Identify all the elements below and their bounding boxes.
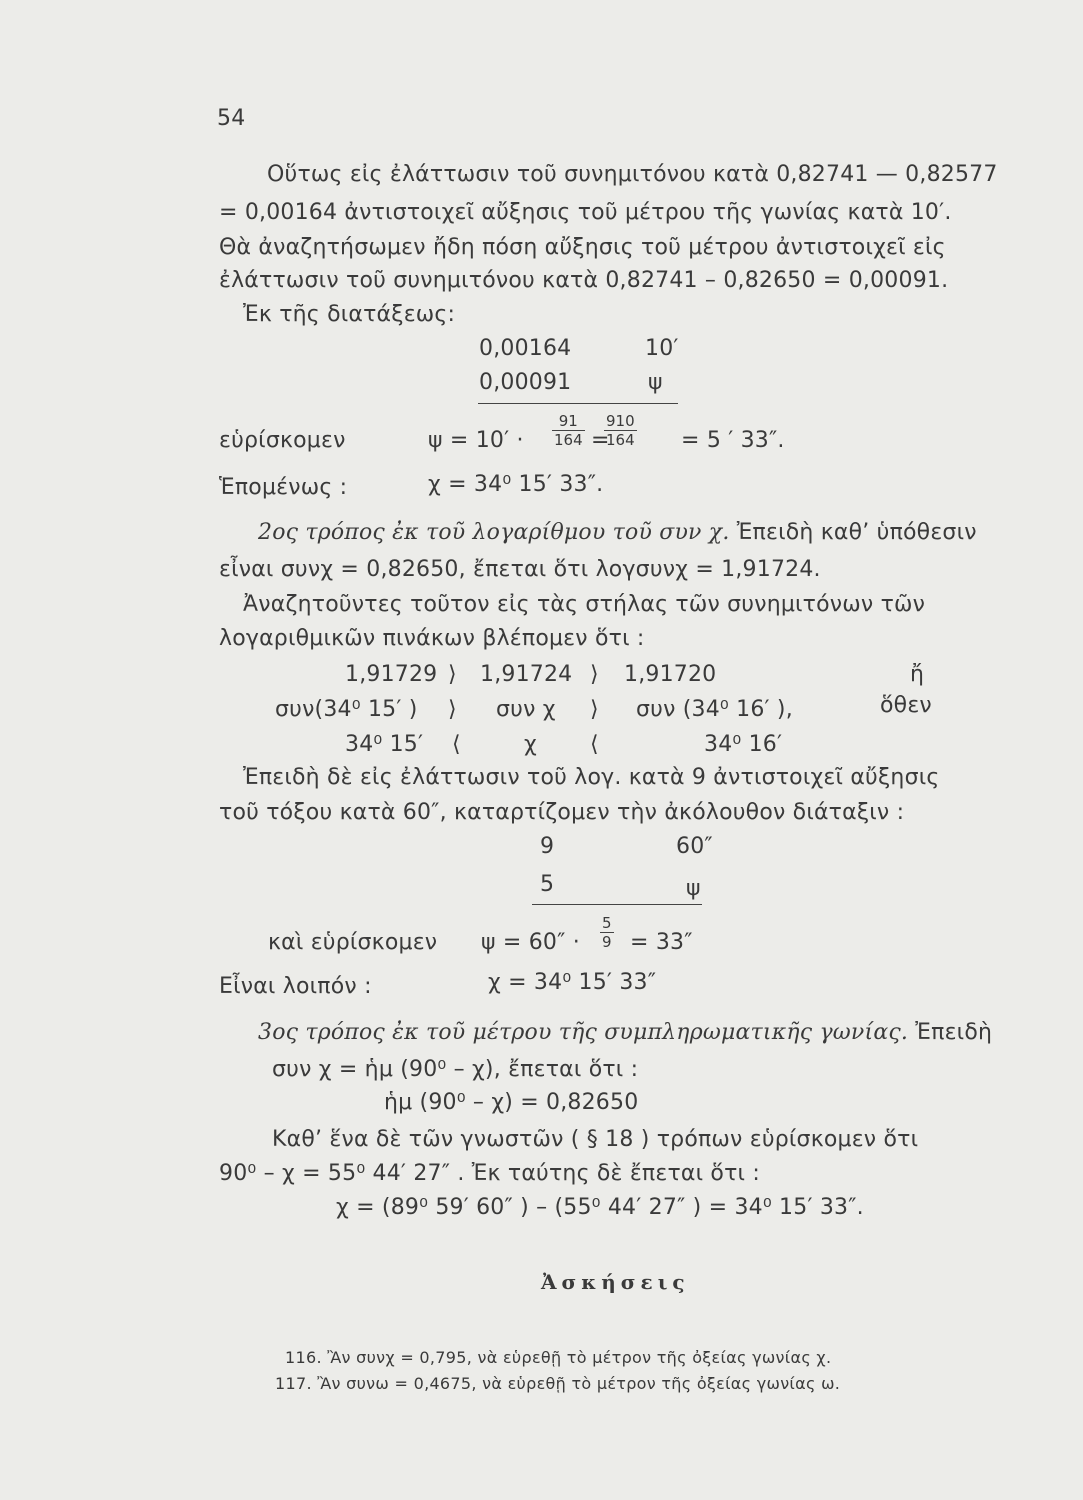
text-line: τοῦ τόξου κατὰ 60″, καταρτίζομεν τὴν ἀκόλουθον διάταξιν :: [219, 800, 905, 825]
compare-cell: συν(34⁰ 15′ ): [275, 697, 418, 722]
fraction-denominator: 164: [554, 431, 583, 449]
fraction: [600, 914, 614, 951]
compare-cell: 1,91720: [624, 662, 717, 687]
table-rule: [478, 403, 678, 404]
text-line: Ἐπειδὴ δὲ εἰς ἐλάττωσιν τοῦ λογ. κατὰ 9 ἀντιστοιχεῖ αὔξησις: [243, 765, 940, 790]
table-rule: [532, 904, 702, 905]
compare-op: ⟩: [590, 697, 599, 722]
exercises-heading: Ἀσκήσεις: [541, 1270, 690, 1294]
equals-sign: =: [591, 428, 610, 453]
method-text: Ἐπειδὴ καθ’ ὑπόθεσιν: [729, 520, 977, 545]
table-cell: 0,00091: [479, 370, 572, 395]
text-line: ἡμ (90⁰ – χ) = 0,82650: [384, 1090, 639, 1115]
equation-lhs: ψ = 60″ ·: [481, 930, 580, 955]
method-title: 3ος τρόπος ἐκ τοῦ μέτρου τῆς συμπληρωματικῆς γωνίας.: [258, 1020, 909, 1045]
fraction-denominator: 164: [606, 431, 635, 449]
text-line: = 0,00164 ἀντιστοιχεῖ αὔξησις τοῦ μέτρου τῆς γωνίας κατὰ 10′.: [219, 200, 952, 225]
text-line: Οὕτως εἰς ἐλάττωσιν τοῦ συνημιτόνου κατὰ 0,82741 — 0,82577: [267, 162, 998, 187]
table-cell: 60″: [676, 834, 713, 859]
text-line: συν χ = ἡμ (90⁰ – χ), ἔπεται ὅτι :: [272, 1057, 639, 1082]
table-cell: 9: [540, 834, 555, 859]
table-cell: 10′: [645, 336, 679, 361]
method-heading: [258, 520, 977, 545]
fraction-numerator: 910: [606, 412, 635, 430]
text-line: 90⁰ – χ = 55⁰ 44′ 27″ . Ἐκ ταύτης δὲ ἔπεται ὅτι :: [219, 1161, 760, 1186]
compare-op: ⟩: [448, 697, 457, 722]
fraction-numerator: 5: [602, 914, 612, 932]
method-title: 2ος τρόπος ἐκ τοῦ λογαρίθμου τοῦ συν χ.: [258, 520, 730, 545]
compare-cell: συν χ: [496, 697, 556, 722]
equation-lhs: ψ = 10′ ·: [428, 428, 524, 453]
compare-word: ἤ: [910, 662, 925, 687]
compare-op: ⟨: [452, 732, 461, 757]
table-cell: ψ: [648, 370, 663, 395]
table-cell: 0,00164: [479, 336, 572, 361]
compare-cell: χ: [524, 732, 537, 757]
compare-op: ⟨: [590, 732, 599, 757]
compare-cell: 1,91724: [480, 662, 573, 687]
table-cell: 5: [540, 872, 555, 897]
equation-label: εὑρίσκομεν: [219, 428, 346, 453]
exercise-item: 117. Ἂν συνω = 0,4675, νὰ εὑρεθῇ τὸ μέτρον τῆς ὀξείας γωνίας ω.: [275, 1374, 841, 1393]
table-cell: ψ: [686, 876, 701, 901]
exercise-item: 116. Ἂν συνχ = 0,795, νὰ εὑρεθῇ τὸ μέτρον τῆς ὀξείας γωνίας χ.: [285, 1348, 832, 1367]
equation-label: Εἶναι λοιπόν :: [219, 974, 372, 999]
equation-rhs: = 5 ′ 33″.: [681, 428, 785, 453]
equation: χ = 34⁰ 15′ 33″: [488, 970, 657, 995]
text-line: χ = (89⁰ 59′ 60″ ) – (55⁰ 44′ 27″ ) = 34⁰ 15′ 33″.: [336, 1195, 864, 1220]
method-text: Ἐπειδὴ: [908, 1020, 993, 1045]
compare-cell: συν (34⁰ 16′ ),: [636, 697, 793, 722]
compare-cell: 34⁰ 15′: [345, 732, 424, 757]
compare-op: ⟩: [448, 662, 457, 687]
text-line: Ἐκ τῆς διατάξεως:: [243, 302, 456, 327]
equation-label: Ἑπομένως :: [219, 475, 348, 500]
page-number: 54: [217, 106, 246, 131]
fraction: [552, 412, 585, 449]
method-heading: [258, 1020, 992, 1045]
text-line: Καθ’ ἕνα δὲ τῶν γνωστῶν ( § 18 ) τρόπων εὑρίσκομεν ὅτι: [272, 1127, 919, 1152]
compare-word: ὅθεν: [880, 693, 932, 718]
equation: χ = 34⁰ 15′ 33″.: [428, 472, 604, 497]
compare-cell: 34⁰ 16′: [704, 732, 783, 757]
fraction: [604, 412, 637, 449]
text-line: εἶναι συνχ = 0,82650, ἔπεται ὅτι λογσυνχ = 1,91724.: [219, 557, 821, 582]
fraction-denominator: 9: [602, 933, 612, 951]
equation-rhs: = 33″: [630, 930, 693, 955]
text-line: ἐλάττωσιν τοῦ συνημιτόνου κατὰ 0,82741 – 0,82650 = 0,00091.: [219, 268, 949, 293]
equation-label: καὶ εὑρίσκομεν: [268, 930, 438, 955]
compare-cell: 1,91729: [345, 662, 438, 687]
text-line: λογαριθμικῶν πινάκων βλέπομεν ὅτι :: [219, 626, 645, 651]
fraction-numerator: 91: [552, 412, 585, 431]
text-line: Ἀναζητοῦντες τοῦτον εἰς τὰς στήλας τῶν συνημιτόνων τῶν: [243, 592, 926, 617]
text-line: Θὰ ἀναζητήσωμεν ἤδη πόση αὔξησις τοῦ μέτρου ἀντιστοιχεῖ εἰς: [219, 235, 946, 260]
compare-op: ⟩: [590, 662, 599, 687]
